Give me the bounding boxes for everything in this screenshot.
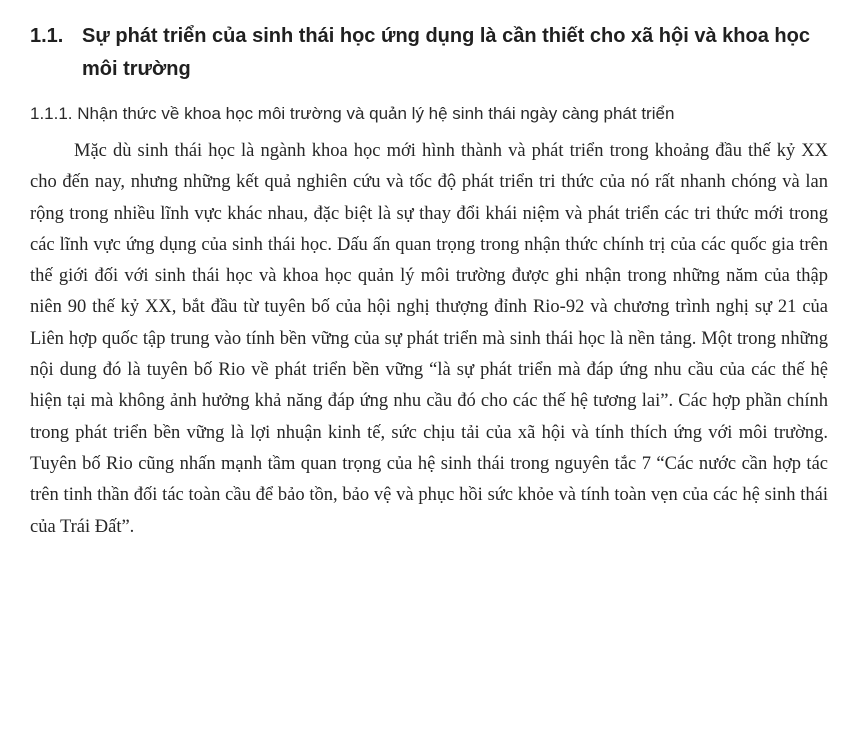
subsection-heading: 1.1.1. Nhận thức về khoa học môi trường và quản lý hệ sinh thái ngày càng phát triển: [30, 104, 675, 123]
section-number: 1.1.: [30, 25, 64, 47]
section-heading: [30, 20, 832, 86]
section-title: Sự phát triển của sinh thái học ứng dụng là cần thiết cho xã hội và khoa học môi trường: [82, 25, 810, 80]
body-paragraph: Mặc dù sinh thái học là ngành khoa học mới hình thành và phát triển trong khoảng đầu thế kỷ XX cho đến nay, nhưng những kết quả nghiên cứu và tốc độ phát triển tri thức của nó rất nhanh chóng và lan rộng trong nhiều lĩnh vực khác nhau, đặc biệt là sự thay đổi khái niệm và phát triển các tri thức mới trong các lĩnh vực ứng dụng của sinh thái học. Dấu ấn quan trọng trong nhận thức chính trị của các quốc gia trên thế giới đối với sinh thái học và khoa học quản lý môi trường được ghi nhận trong những năm của thập niên 90 thế kỷ XX, bắt đầu từ tuyên bố của hội nghị thượng đỉnh Rio-92 và chương trình nghị sự 21 của Liên hợp quốc tập trung vào tính bền vững của sự phát triển mà sinh thái học là nền tảng. Một trong những nội dung đó là tuyên bố Rio về phát triển bền vững “là sự phát triển mà đáp ứng nhu cầu của các thế hệ hiện tại mà không ảnh hưởng khả năng đáp ứng nhu cầu đó cho các thế hệ tương lai”. Các hợp phần chính trong phát triển bền vững là lợi nhuận kinh tế, sức chịu tải của xã hội và tính thích ứng với môi trường. Tuyên bố Rio cũng nhấn mạnh tầm quan trọng của hệ sinh thái trong nguyên tắc 7 “Các nước cần hợp tác trên tinh thần đối tác toàn cầu để bảo tồn, bảo vệ và phục hồi sức khỏe và tính toàn vẹn của các hệ sinh thái của Trái Đất”.: [30, 141, 828, 537]
